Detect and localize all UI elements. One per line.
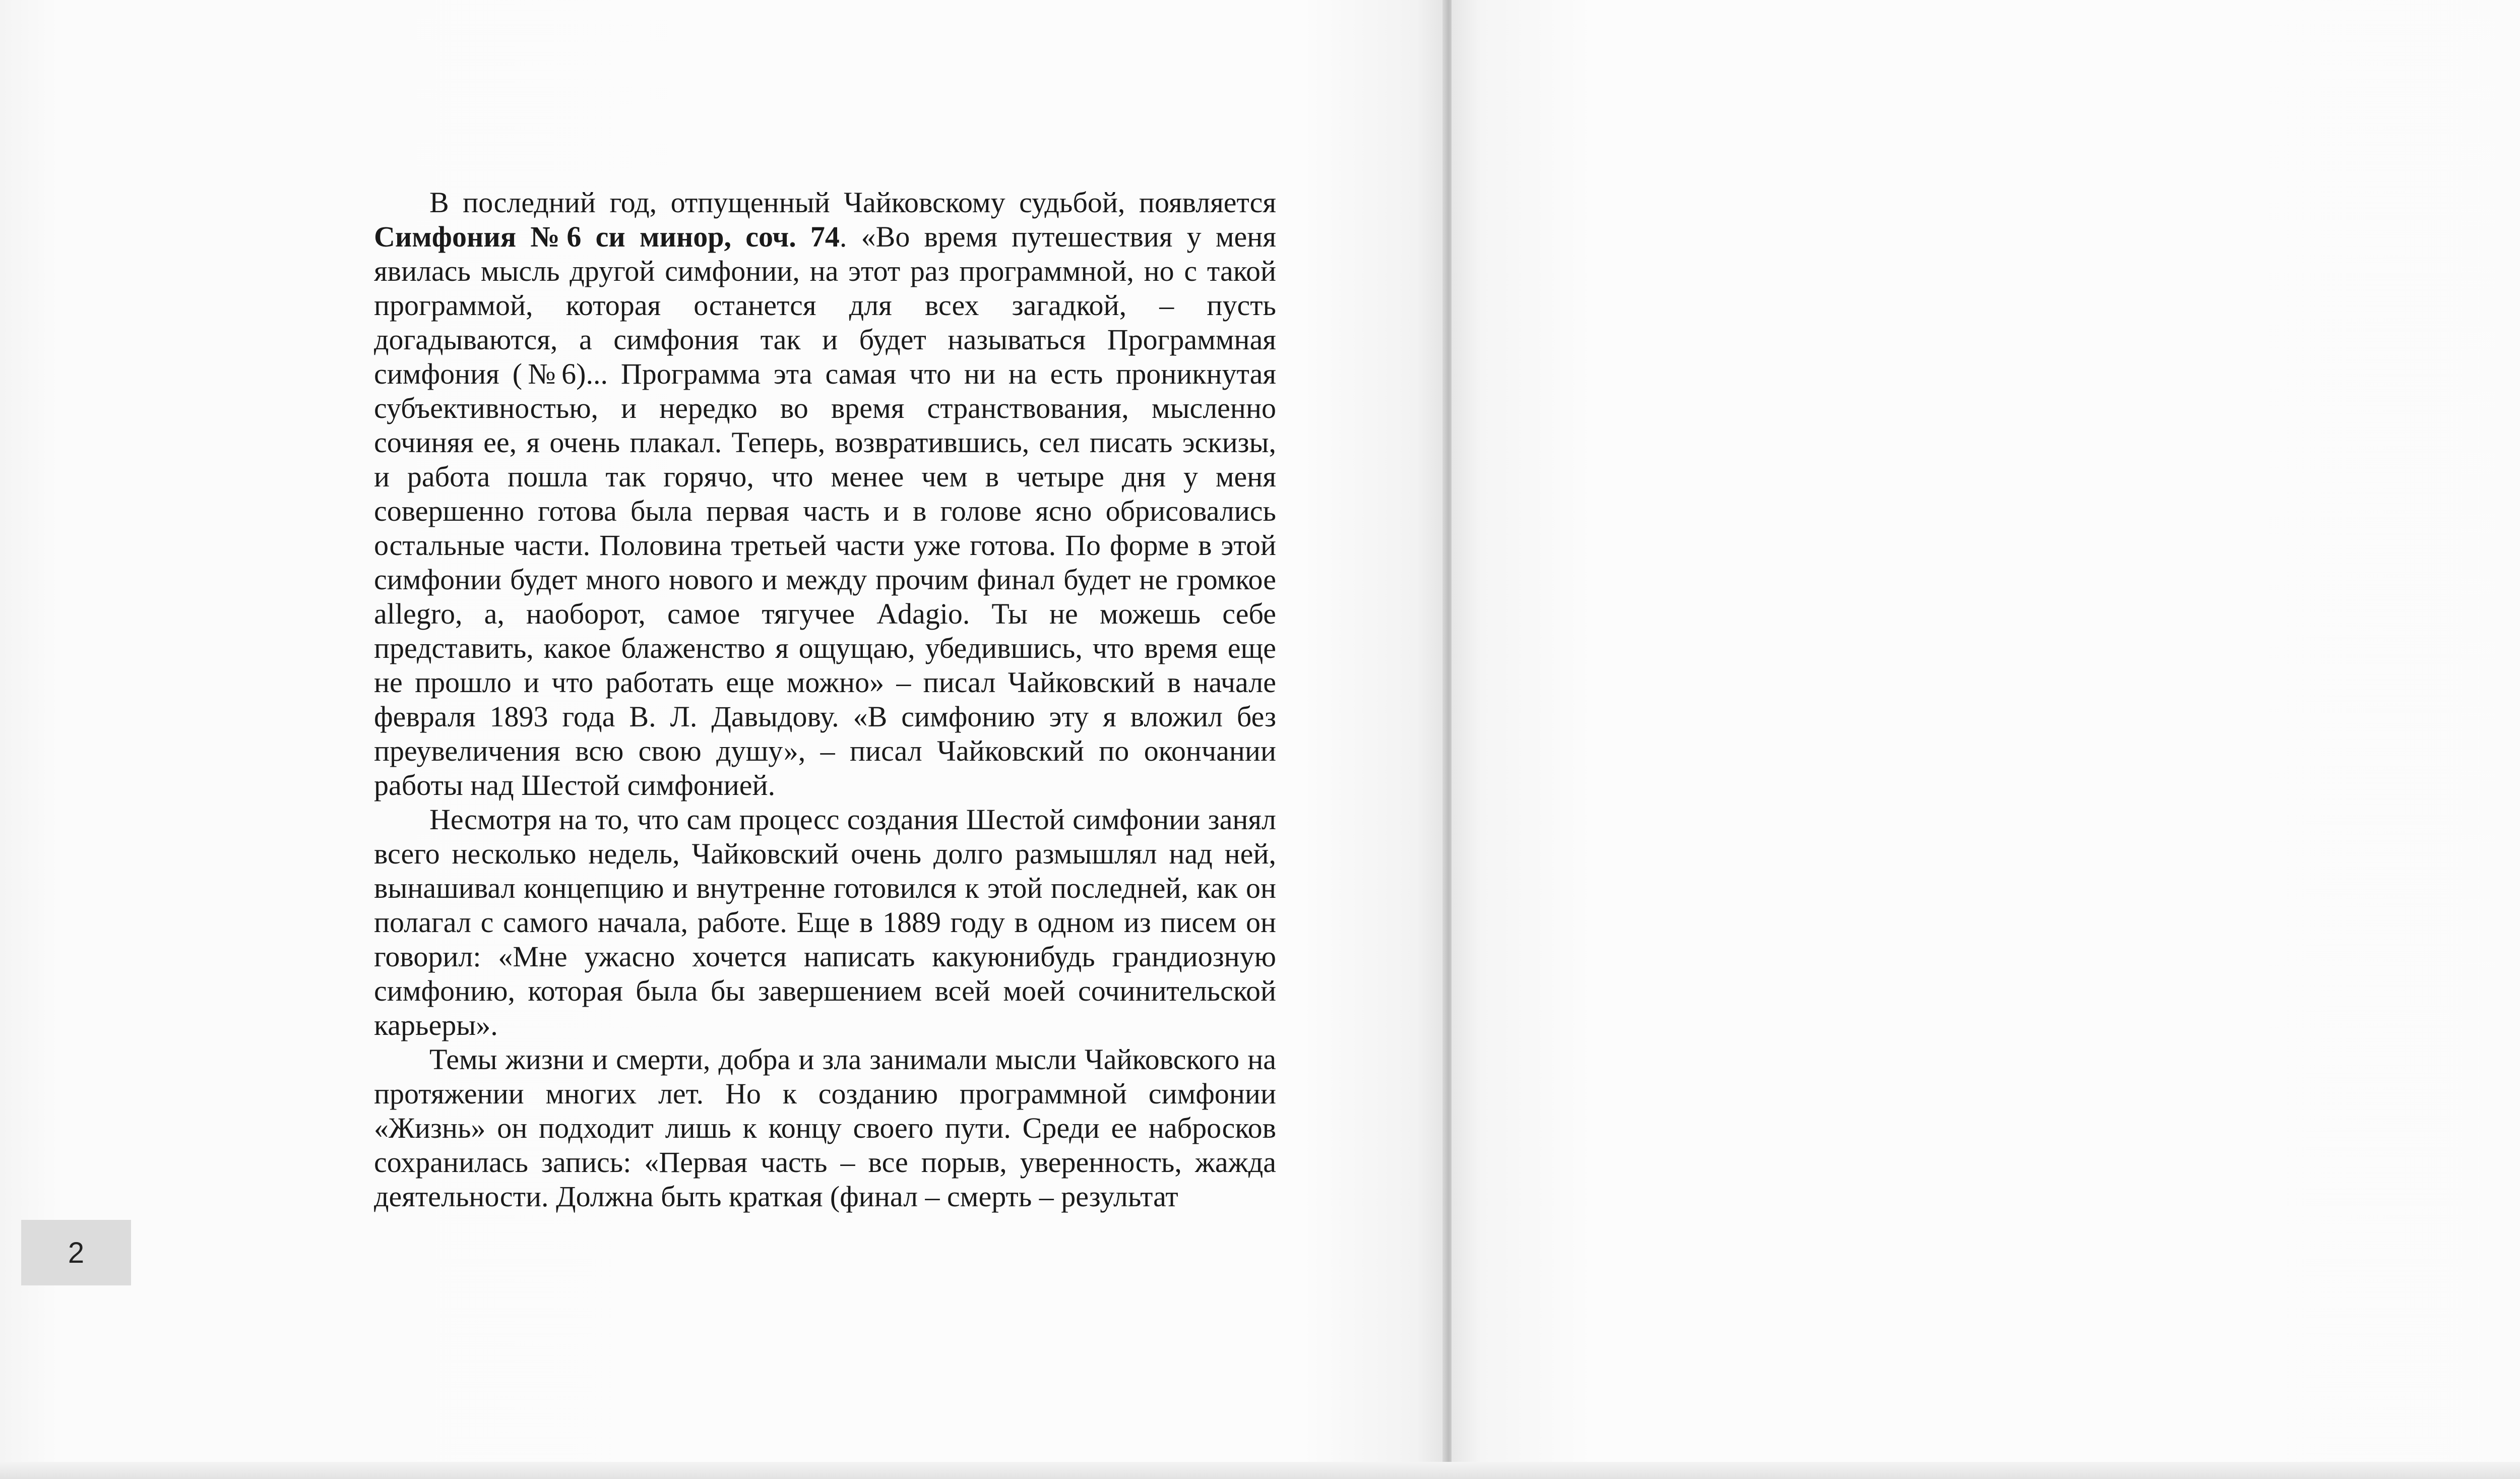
- left-page-text: [374, 186, 1276, 1214]
- symphony-title: Симфония №6 си минор, соч. 74: [374, 220, 840, 253]
- page-bottom-edge: [0, 1462, 2520, 1479]
- left-paragraph-3: Темы жизни и смерти, добра и зла занимали мысли Чайковского на протяжении многих лет. Но к созданию программной симфонии «Жизнь» он подходит лишь к концу своего пути. Среди ее набросков сохранилась запись: «Первая часть – все порыв, уверенность, жажда деятельности. Должна быть краткая (финал – смерть – результат: [374, 1043, 1276, 1213]
- left-p1-intro: В последний год, отпущенный Чайковскому судьбой, появляется: [429, 186, 1276, 219]
- right-page: [1452, 0, 2520, 1479]
- left-paragraph-2: Несмотря на то, что сам процесс создания Шестой симфонии занял всего несколько недель, Чайковский очень долго размышлял над ней, вынашивал концепцию и внутренне готовился к этой последней, как он полагал с самого начала, работе. Еще в 1889 году в одном из писем он говорил: «Мне ужасно хочется написать какуюнибудь грандиозную симфонию, которая была бы завершением всей моей сочинительской карьеры».: [374, 803, 1276, 1041]
- page-number-left: 2: [21, 1220, 131, 1285]
- left-paragraph-1: [374, 186, 1276, 803]
- left-p1-quote: . «Во время путешествия у меня явилась мысль другой симфонии, на этот раз программной, но с такой программой, которая останется для всех загадкой, – пусть догадываются, а симфония так и будет называться Программная симфония (№6)... Программа эта самая что ни на есть проникнутая субъективностью, и нередко во время странствования, мысленно сочиняя ее, я очень плакал. Теперь, возвратившись, сел писать эскизы, и работа пошла так горячо, что менее чем в четыре дня у меня совершенно готова была первая часть и в голове ясно обрисовались остальные части. Половина третьей части уже готова. По форме в этой симфонии будет много нового и между прочим финал будет не громкое allegro, а, наоборот, самое тягучее Adagio. Ты не можешь себе представить, какое блаженство я ощущаю, убедившись, что время еще не прошло и что работать еще можно» – писал Чайковский в начале февраля 1893 года В. Л. Давыдову. «В симфонию эту я вложил без преувеличения всю свою душу», – писал Чайковский по окончании работы над Шестой симфонией.: [374, 220, 1277, 802]
